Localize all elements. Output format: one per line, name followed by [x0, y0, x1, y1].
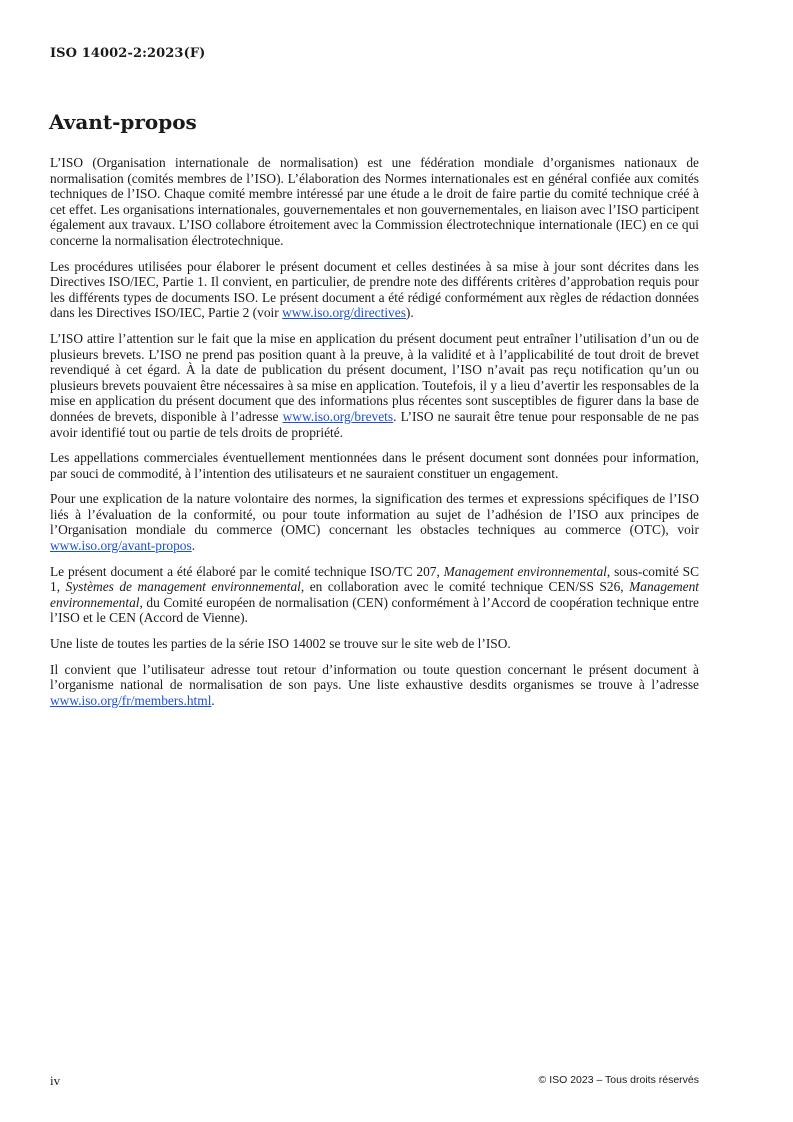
link-directives[interactable]: www.iso.org/directives: [282, 305, 406, 321]
page-number: iv: [50, 1073, 61, 1088]
paragraph-trade-names: Les appellations commerciales éventuellement mentionnées dans le présent document sont données pour information, par souci de commodité, à l’intention des utilisateurs et ne sauraient constituer un engagement.: [50, 450, 699, 481]
paragraph-text: , sous-comité SC 1,: [50, 563, 699, 595]
italic-committee-name: Management environnemental: [443, 563, 607, 579]
paragraph-procedures: [50, 259, 699, 321]
paragraph-series-list: Une liste de toutes les parties de la série ISO 14002 se trouve sur le site web de l’ISO.: [50, 636, 511, 652]
paragraph-patents: [50, 331, 699, 440]
document-identifier: ISO 14002-2:2023(F): [50, 46, 206, 61]
paragraph-text: Pour une explication de la nature volontaire des normes, la signification des termes et expressions spécifiques de l’ISO liés à l’évaluation de la conformité, ou pour toute information au sujet de l’adhésion de l’ISO aux principes de l’Organisation mondiale du commerce (OMC) concernant les obstacles techniques au commerce (OTC), voir: [50, 491, 699, 538]
paragraph-text: . L’ISO ne saurait être tenue pour responsable de ne pas avoir identifié tout ou partie de tels droits de propriété.: [50, 408, 699, 440]
paragraph-text: .: [211, 692, 215, 708]
paragraph-text: .: [191, 538, 196, 554]
italic-subcommittee-name: Systèmes de management environnemental: [65, 579, 301, 595]
copyright-notice: © ISO 2023 – Tous droits réservés: [538, 1074, 699, 1086]
paragraph-committee: [50, 564, 699, 626]
paragraph-feedback: [50, 662, 699, 709]
paragraph-iso-organisation: L’ISO (Organisation internationale de normalisation) est une fédération mondiale d’organismes nationaux de normalisation (comités membres de l’ISO). L’élaboration des Normes internationales est en général confiée aux comités techniques de l’ISO. Chaque comité membre intéressé par une étude a le droit de faire partie du comité technique créé à cet effet. Les organisations internationales, gouvernementales et non gouvernementales, en liaison avec l’ISO participent également aux travaux. L’ISO collabore étroitement avec la Commission électrotechnique internationale (IEC) en ce qui concerne la normalisation électrotechnique.: [50, 155, 699, 248]
link-avant-propos[interactable]: www.iso.org/avant-propos: [50, 538, 192, 554]
paragraph-voluntary-nature: [50, 491, 699, 553]
page-title: Avant-propos: [49, 110, 197, 134]
paragraph-text: ).: [405, 305, 414, 321]
link-brevets[interactable]: www.iso.org/brevets: [282, 408, 394, 424]
link-members[interactable]: www.iso.org/fr/members.html: [50, 692, 212, 708]
paragraph-text: , en collaboration avec le comité technique CEN/SS S26,: [300, 579, 630, 595]
foreword-body: [50, 155, 699, 718]
italic-cen-committee-name: Management environnemental: [50, 579, 700, 610]
paragraph-text: Le présent document a été élaboré par le comité technique ISO/TC 207,: [50, 563, 444, 579]
paragraph-text: L’ISO attire l’attention sur le fait que la mise en application du présent document peut entraîner l’utilisation d’un ou de plusieurs brevets. L’ISO ne prend pas position quant à la preuve, à la validité et à l’applicabilité de tout droit de brevet revendiqué à cet égard. À la date de publication du présent document, l’ISO n’avait pas reçu notification qu’un ou plusieurs brevets pouvaient être nécessaires à sa mise en application. Toutefois, il y a lieu d’avertir les responsables de la mise en application du présent document que des informations plus récentes sont susceptibles de figurer dans la base de données de brevets, disponible à l’adresse: [50, 330, 699, 424]
paragraph-text: Les procédures utilisées pour élaborer le présent document et celles destinées à sa mise à jour sont décrites dans les Directives ISO/IEC, Partie 1. Il convient, en particulier, de prendre note des différents critères d’approbation requis pour les différents types de documents ISO. Le présent document a été rédigé conformément aux règles de rédaction données dans les Directives ISO/IEC, Partie 2 (voir: [50, 258, 699, 321]
paragraph-text: , du Comité européen de normalisation (CEN) conformément à l’Accord de coopération technique entre l’ISO et le CEN (Accord de Vienne).: [50, 594, 699, 626]
paragraph-text: Il convient que l’utilisateur adresse tout retour d’information ou toute question concernant le présent document à l’organisme national de normalisation de son pays. Une liste exhaustive desdits organismes se trouve à l’adresse: [50, 661, 699, 693]
